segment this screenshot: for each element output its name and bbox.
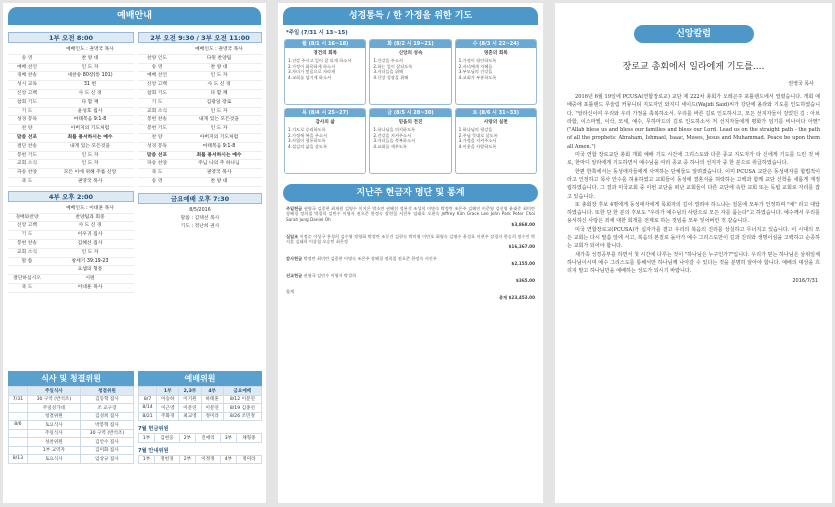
offering-category: 선교헌금 [286, 272, 303, 278]
service1-item-label: 말씀 선포 [16, 134, 38, 140]
worship-committee-table [138, 386, 262, 421]
service4-item-label [8, 205, 46, 213]
offering-category: 감사헌금 [286, 255, 303, 261]
column-paragraph: 미국 연합 장로교단 총회 개회 예배 기도 시간에 그리스도와 다른 종교 지도자가 타 신에게 기도를 드린 것 바로, 한마디 알라에게 기도하면서 예수님을 여러 종교 중 하나의 선지자 중 한 분으로 취급하였습니다. [567, 152, 820, 167]
day-label: 화 [387, 41, 393, 47]
meal-cleaning-row [9, 421, 134, 430]
service1-item-value: 아버지의 기도처럼 [70, 126, 110, 132]
offering-donors: 권영국 김종현 최재원 김영수 이지은 박소연 권혜진 정용석 조성희 이명숙 박정란 조은주 김해진 이준영 김선영 윤태준 최미란 장혜경 정희철 박경희 김민수 이영자 권오준 한정숙 장현철 서진우 임태호 오현숙 Jeffrey Kim Grace Lee John Park Peter Choi Sarah Jung Daniel Oh [286, 206, 535, 222]
service4-row [8, 284, 134, 293]
service2-item-label: 참회 기도 [146, 90, 168, 96]
daily-prayer-grid [284, 39, 537, 174]
offering-committee-cell: 2부 [179, 434, 195, 443]
worship-committee-header-cell: 금요예배 [223, 387, 261, 396]
service1-item-value: 사 도 신 경 [78, 90, 102, 96]
meal-cleaning-row [9, 446, 134, 455]
daily-prayer-box [455, 108, 537, 174]
service4-item-label: 신앙 고백 [16, 223, 38, 229]
service2-item-label [138, 46, 176, 54]
daily-prayer-subtitle: 믿음의 전진 [398, 120, 423, 125]
meal-cleaning-cell: 주일성가대 [27, 404, 80, 413]
worship-committee-cell: 8/14 [139, 404, 157, 413]
faith-column-panel [555, 3, 832, 503]
offering-committee-cell: 진애리 [195, 434, 220, 443]
usher-committee-title: 7월 안내위원 [138, 447, 169, 454]
day-reading-ref: (8/3 시 22~24) [479, 41, 520, 47]
service4-item-value: 예배인도 : 이대훈 목사 [66, 205, 114, 211]
service1-item-value: 죄를 용서하시는 예수 [67, 134, 113, 140]
service1-row [8, 169, 134, 178]
service1-item-value: 윤성호 집사 [77, 108, 103, 114]
service4-item-label [8, 266, 46, 274]
meal-cleaning-cell [9, 438, 28, 447]
day-reading-ref: (8/4 시 25~27) [308, 110, 349, 116]
meal-cleaning-cell: 1부 교역자 [27, 446, 80, 455]
service1-item-label: 성시 교독 [16, 82, 38, 88]
bible-reading-header: 성경통독 / 한 가정을 위한 기도 [283, 7, 538, 25]
day-reading-ref: (8/1 시 16~18) [308, 41, 349, 47]
offering-report-block [278, 206, 543, 228]
meal-cleaning-cell: 토요식사 [27, 455, 80, 464]
service2-item-label: 찬 양 [151, 134, 163, 140]
service2-item-value: 아버지의 기도처럼 [199, 134, 239, 140]
offering-committee-cell: 김현웅 [154, 434, 179, 443]
meal-cleaning-cell: 성찬위원 [27, 438, 80, 447]
worship-committee-cell: 8/26 조민정 [223, 412, 261, 421]
worship-committee-cell: 8/7 [139, 395, 157, 404]
daily-prayer-subtitle: 사랑의 실천 [483, 120, 508, 125]
service1-item-value: 새찬송 80장(통 101) [67, 73, 113, 79]
service2-item-label: 송 영 [151, 178, 163, 184]
service1-item-value: 찬 양 대 [81, 55, 99, 61]
service1-item-label: 경배 찬송 [16, 73, 38, 79]
service2-row [138, 178, 262, 187]
worship-committee-cell: 이근영 [157, 404, 179, 413]
offering-report-header: 지난주 현금자 명단 및 통계 [283, 184, 538, 202]
service4-item-value: 이우귀 집사 [77, 232, 103, 238]
meal-cleaning-row [9, 455, 134, 464]
meal-cleaning-cell: 김동혁 집사 [80, 395, 133, 404]
worship-committee-header: 예배위원 [138, 371, 262, 386]
offering-committee-table [138, 433, 262, 443]
usher-committee-cell: 정미라 [236, 455, 261, 464]
meal-cleaning-row [9, 404, 134, 413]
service1-item-value: 내게 있는 모든것을 [69, 143, 111, 149]
service1-row [8, 160, 134, 169]
offering-report-block [278, 234, 543, 250]
bible-reading-panel [278, 3, 543, 503]
friday-service-line: 말씀 : 김택선 목사 [180, 215, 220, 221]
friday-service-line: 기도 : 정난희 권사 [180, 223, 220, 229]
worship-committee-header-cell: 4부 [201, 387, 223, 396]
worship-committee-section [138, 371, 262, 464]
meal-cleaning-cell: 7/31 [9, 395, 28, 404]
day-reading-ref: (8/5 시 28~30) [393, 110, 434, 116]
service2-item-label: 봉헌 찬송 [146, 117, 168, 123]
service2-row [138, 152, 262, 161]
daily-prayer-body: 1.하나님의 평강을 2.주님 뜻대로 살도록 3.가정을 지켜주소서 4.이웃을 사랑하도록 [458, 127, 498, 149]
service4-row [8, 249, 134, 258]
day-reading-ref: (8/6 시 31~33) [479, 110, 520, 116]
service2-item-value: 다윗 찬양팀 [206, 55, 232, 61]
service1-item-label: 기 도 [21, 108, 33, 114]
offering-report-block [278, 273, 543, 284]
service2-item-value: 죄를 용서하시는 예수 [196, 152, 242, 158]
column-paragraph: 한편 한쪽에서는 동성애자들에게 사역하는 단체들도 알려졌습니다. 이미 PCUSA 교단은 동성애자를 합법적이라고 인정하고 목사 안수를 허용하였고 교회들이 동성애 결혼식을 허락하는 고백과 함께 교단 신학을 새롭게 재정립하였습니다. 그 결과 미국교회 중 이번 교단을 떠난 교회들이 다른 교단에 속한 교회 또는 독립 교회로 자리를 잡고 있습니다. [567, 168, 820, 200]
meal-cleaning-cell: 조 교구장 [80, 404, 133, 413]
service4-row [8, 205, 134, 214]
worship-committee-cell: 이문연 [201, 404, 223, 413]
meal-cleaning-cell: 30 구역 (반석조) [27, 395, 80, 404]
service2-item-label: 축 도 [151, 170, 163, 176]
usher-committee-cell: 정헌경 [154, 455, 179, 464]
meal-cleaning-table [8, 386, 134, 464]
service2-row [138, 64, 262, 73]
service1-row [8, 116, 134, 125]
worship-committee-cell: 8/12 이문연 [223, 395, 261, 404]
column-paragraph: 미국 연합장로교(PCUSA)가 십자가를 곁고 우리의 복음의 진리를 상실하고 무너지고 있습니다. 이 시대의 모든 교회는 다시 말씀 앞에 서고, 복음의 본질로 돌아가 예수 그리스도만이 길과 진리와 생명이심을 고백하고 순종하는 교회가 되어야 합니다. [567, 226, 820, 250]
day-reading-ref: (8/2 시 19~21) [393, 41, 434, 47]
usher-committee-row [139, 455, 262, 464]
service2-row [138, 134, 262, 143]
service2-row [138, 90, 262, 99]
sunday-ref: (7/31 시 13~15) [301, 30, 348, 36]
service1-row [8, 108, 134, 117]
worship-committee-row [139, 404, 262, 413]
service1-item-label: 축 도 [21, 178, 33, 184]
service1-item-value: 인 도 자 [81, 161, 99, 167]
friday-service-line: 8/5/2016 [189, 207, 211, 213]
service2-item-value: 김광일 장로 [206, 99, 232, 105]
service2-row [138, 108, 262, 117]
worship-guide-header: 예배안내 [8, 7, 261, 25]
meal-cleaning-cell: 박봉혁 집사 [80, 421, 133, 430]
meal-cleaning-cell: 토요식사 [27, 421, 80, 430]
daily-prayer-subtitle: 감사의 삶 [315, 120, 335, 125]
worship-committee-cell: 8/19 김종선 [223, 404, 261, 413]
column-paragraph: 또 총회장 후보 4명에게 동성애자에게 목회자의 길이 열려야 하느냐는 질문에 모두가 인정하며 "예" 라고 대답하였습니다. 또한 단 한 분의 후보도 "우리가 예수님의 사랑으로 모든 자를 품는다"고 하였습니다. 예수께서 우리를 용서하신 사랑은 죄에 대한 회개를 전제로 하는 것임을 모두 잊어버린 것 같습니다. [567, 201, 820, 225]
offering-amount: 총계 $23,453.00 [498, 294, 535, 300]
service1-row [8, 90, 134, 99]
meal-cleaning-cell: 김미화 집사 [80, 446, 133, 455]
service2-row [138, 99, 262, 108]
service4-item-label: 기 도 [21, 232, 33, 238]
service4-row [8, 258, 134, 267]
service1-item-label: 송 영 [21, 55, 33, 61]
daily-prayer-body: 1.기도로 승리하도록 2.가정에 복을 주소서 3.사업이 형통하도록 4.섬김의 삶을 살도록 [288, 127, 328, 149]
daily-prayer-body: 1.하나님을 의지하도록 2.건강을 지켜주소서 3.자녀들을 축복하소서 4.교회를 세우도록 [373, 127, 416, 149]
service4-item-value: 인 도 자 [81, 249, 99, 255]
service2-item-label: 찬양 인도 [146, 55, 168, 61]
service2-row [138, 143, 262, 152]
worship-committee-cell: 이승하 [157, 395, 179, 404]
service1-item-label: 예배 선언 [16, 64, 38, 70]
service1-item-value: 예배인도 : 권영국 목사 [66, 47, 114, 52]
service4-item-label: 말 씀 [21, 258, 33, 264]
column-author: 권영국 목사 [788, 81, 814, 87]
offering-amount: $3,868.00 [511, 222, 535, 228]
service1-item-label: 성경 봉독 [16, 117, 38, 123]
offering-amount: $16,367.00 [508, 244, 535, 250]
service1-title: 1부 오전 8:00 [8, 32, 134, 43]
worship-guide-panel [3, 3, 266, 503]
daily-prayer-subtitle: 신앙의 성숙 [398, 51, 423, 56]
worship-committee-row [139, 395, 262, 404]
usher-committee-cell: 2부 [179, 455, 195, 464]
day-label: 수 [472, 41, 478, 47]
service1-item-label: 교회 소식 [16, 161, 38, 167]
service1-row [8, 134, 134, 143]
service2-item-label: 봉헌 기도 [146, 126, 168, 132]
column-paragraph: 새가족 성경공부를 하면서 첫 시간에 다루는 것이 "하나님은 누구인가?"입니다. 우리가 믿는 하나님은 삼위일체 하나님이시며 예수 그리스도를 통해서만 하나님께 나아갈 수 있다는 것을 분명히 알아야 합니다. 예배의 대상을 흐리지 말고 하나님만을 예배하는 성도가 되시기 바랍니다. [567, 251, 820, 275]
offering-committee-title: 7월 헌금위원 [138, 426, 169, 432]
offering-donors: 박정란 최미란 김종현 이명숙 조은주 장혜경 정희철 권오준 한정숙 서진우 [303, 255, 437, 261]
service2-item-label: 성경 봉독 [146, 143, 168, 149]
meal-cleaning-cell [9, 404, 28, 413]
service4-row [8, 240, 134, 249]
service1-item-label: 찬 양 [21, 126, 33, 132]
meal-cleaning-row [9, 412, 134, 421]
offering-donors: 이정순 이성구 홍경희 김수영 정영화 박정란 조동건 김현숙 박미영 이민호 최영숙 김명수 윤성호 이현주 장경자 한승희 정수진 박지훈 김태희 이상철 오승민 최은정 [286, 233, 535, 245]
service1-row [8, 152, 134, 161]
column-paragraph: 2016년 6월 19일에 PCUSA(연합장로교) 교단 제 222차 총회가 오레곤주 포틀랜드에서 열렸습니다. 개회 예배중에 포틀랜드 무슬림 커뮤니티 지도자인 와지디 세이드(Wajidi Said)씨가 강단에 올라와 기도를 인도하였습니다. "알라신이여 우리와 우리 가정을 축복하소서. 우리를 바른 길로 인도하시고, 모든 선지자들이 걸었던 길 : 아브라함, 이스마엘, 이삭, 모세, 예수, 무하마드의 길로 인도하소서 저 선지자들에게 평화가 임기를 비나이다 아멘" ("Allah bless us and bless our families and bless our Lord. Lead us on the straight path - the path of all the prophets: Abraham, Ishmael, Isaac, Moses, Jesus and Muhammad. Peace be upon them all Amen.") [567, 94, 820, 150]
service4-row [8, 231, 134, 240]
service4-item-value: 요셉의 형통 [77, 267, 103, 273]
service2-item-value: 마태복음 9:1-8 [202, 143, 236, 149]
service2-item-label: 송 영 [151, 64, 163, 70]
service2-item-value: 예배인도 : 권영국 목사 [195, 47, 243, 52]
column-date: 2016/7/31 [792, 277, 818, 284]
service2-row [138, 55, 262, 64]
meal-cleaning-cell [9, 429, 28, 438]
meal-cleaning-cell: 30 구역 (반석조) [80, 429, 133, 438]
service1-item-value: 마태복음 9:1-8 [73, 117, 107, 123]
meal-cleaning-cell: 임상규 집사 [80, 455, 133, 464]
sunday-label: *주일 [286, 30, 300, 36]
service2-item-value: 인 도 자 [210, 73, 228, 79]
service2-item-value: 다 함 께 [210, 90, 228, 96]
service4-title: 4부 오후 2:00 [8, 191, 134, 202]
worship-committee-cell: 이문연 [179, 404, 201, 413]
service2-item-label: 신앙 고백 [146, 82, 168, 88]
friday-service-title: 금요예배 오후 7:30 [138, 193, 262, 204]
service2-row [138, 116, 262, 125]
usher-committee-cell: 이정정 [195, 455, 220, 464]
offering-amount: $365.00 [515, 278, 535, 284]
service1-row [8, 125, 134, 134]
meal-cleaning-cell: 8/6 [9, 421, 28, 430]
offering-category: 십일조 [286, 233, 299, 239]
service1-item-value: 인 도 자 [81, 152, 99, 158]
service1-row [8, 143, 134, 152]
daily-prayer-day [370, 109, 450, 117]
service1-row [8, 46, 134, 55]
service1-item-label: 봉헌 기도 [16, 152, 38, 158]
service2-item-label: 말씀 선포 [146, 152, 168, 158]
usher-committee-table [138, 455, 262, 465]
service4-row [8, 275, 134, 284]
service2-item-value: 권영국 목사 [206, 170, 232, 176]
service2-title: 2부 오전 9:30 / 3부 오전 11:00 [138, 32, 262, 43]
service2-column [138, 29, 262, 231]
worship-committee-header-cell: 2,3부 [179, 387, 201, 396]
column-title: 장로교 총회에서 일라에게 기도를.... [622, 62, 765, 72]
daily-prayer-subtitle: 영혼의 회복 [483, 51, 508, 56]
service1-row [8, 81, 134, 90]
daily-prayer-subtitle: 경건의 회복 [313, 51, 338, 56]
service2-item-label: 파송 찬양 [146, 161, 168, 167]
service1-row [8, 178, 134, 187]
day-label: 목 [301, 110, 307, 116]
meal-cleaning-cell: 청결위원 [27, 412, 80, 421]
meal-cleaning-cell [9, 412, 28, 421]
service2-item-label: 기 도 [151, 99, 163, 105]
service2-item-value: 주님 나의 주 하나님 [198, 161, 240, 167]
service1-item-value: 다 함 께 [81, 99, 99, 105]
service1-item-label: 신앙 고백 [16, 90, 38, 96]
daily-prayer-box [455, 39, 537, 105]
meal-cleaning-section [8, 371, 134, 464]
worship-committee-cell: 최교영 [179, 412, 201, 421]
service1-item-value: 31 번 [83, 82, 97, 88]
usher-committee-cell: 1부 [139, 455, 155, 464]
service1-item-value: 권영국 목사 [77, 178, 103, 184]
day-label: 금 [387, 110, 393, 116]
offering-report-block [278, 289, 543, 300]
service2-row [138, 125, 262, 134]
daily-prayer-day [456, 40, 536, 48]
daily-prayer-body: 1.건강 주시고 일이 잘 되게 하소서 2.가정이 화목하게 하소서 3.자녀가 믿음으로 자라게 4.교회를 섬기게 하소서 [288, 58, 352, 80]
service1-item-value: 인 도 자 [81, 64, 99, 70]
service1-column [8, 29, 134, 293]
service4-item-value: 김혜선 집사 [77, 240, 103, 246]
column-body [555, 93, 832, 276]
usher-committee-cell: 4부 [220, 455, 236, 464]
service2-item-value: 내게 있는 모든것을 [198, 117, 240, 123]
service2-item-value: 인 도 자 [210, 108, 228, 114]
meal-cleaning-row [9, 395, 134, 404]
meal-cleaning-header-cell [9, 387, 28, 396]
service1-row [8, 55, 134, 64]
service4-row [8, 222, 134, 231]
day-label: 월 [301, 41, 307, 47]
service4-row [8, 214, 134, 223]
service1-item-label: 파송 찬양 [16, 170, 38, 176]
service4-item-value: 사 도 신 경 [78, 223, 102, 229]
service1-row [8, 64, 134, 73]
daily-prayer-box [284, 39, 366, 105]
service4-item-label: 봉헌 찬송 [16, 240, 38, 246]
faith-column-header: 신앙칼럼 [634, 25, 754, 43]
daily-prayer-day [370, 40, 450, 48]
service2-item-label: 교회 소식 [146, 108, 168, 114]
meal-cleaning-header-cell: 주일식사 [27, 387, 80, 396]
day-label: 토 [472, 110, 478, 116]
daily-prayer-box [284, 108, 366, 174]
service2-row [138, 169, 262, 178]
service1-row [8, 99, 134, 108]
meal-cleaning-cell [9, 446, 28, 455]
meal-cleaning-header-cell: 청결위원 [80, 387, 133, 396]
service2-row [138, 46, 262, 55]
service4-item-label: 경배와찬양 [15, 214, 39, 220]
offering-report [278, 206, 543, 300]
offering-committee-cell: 3부 [220, 434, 236, 443]
offering-donors: 권영국 김민수 이영자 박경희 [303, 272, 357, 278]
service4-item-label: 결단하십시오 [13, 276, 41, 282]
offering-amount: $2,155.00 [511, 261, 535, 267]
service1-row [8, 72, 134, 81]
worship-committee-cell: 하태훈 [201, 395, 223, 404]
meal-cleaning-row [9, 438, 134, 447]
offering-report-block [278, 256, 543, 267]
service2-row [138, 81, 262, 90]
offering-committee-cell: 1부 [139, 434, 155, 443]
worship-committee-header-cell [139, 387, 157, 396]
service4-item-value: 이대훈 목사 [77, 284, 103, 290]
service2-item-value: 찬 양 대 [210, 64, 228, 70]
service2-item-label: 예배 선언 [146, 73, 168, 79]
service1-item-value: 모든 이에 위해 주를 신앙 [63, 170, 117, 176]
daily-prayer-day [456, 109, 536, 117]
worship-committee-cell: 이기원 [179, 395, 201, 404]
service4-item-value: 창세기 39:19-23 [71, 258, 109, 264]
daily-prayer-box [369, 108, 451, 174]
offering-committee-cell: 채형종 [236, 434, 261, 443]
offering-committee-row [139, 434, 262, 443]
meal-cleaning-header: 식사 및 청결위원 [8, 371, 134, 386]
worship-committee-cell: 8/21 [139, 412, 157, 421]
service4-item-label: 축 도 [21, 284, 33, 290]
service1-item-label [8, 46, 46, 54]
meal-cleaning-cell: 김성희 집사 [80, 412, 133, 421]
service1-item-label: 결단 찬송 [16, 143, 38, 149]
sunday-reading [286, 28, 535, 36]
service2-item-value: 인 도 자 [210, 126, 228, 132]
service4-item-label: 교회 소식 [16, 249, 38, 255]
daily-prayer-day [285, 40, 365, 48]
meal-cleaning-cell: 주일식사 [27, 429, 80, 438]
service4-row [8, 266, 134, 275]
service2-row [138, 72, 262, 81]
meal-cleaning-row [9, 429, 134, 438]
service1-item-label: 참회 기도 [16, 99, 38, 105]
offering-category: 주일헌금 [286, 206, 303, 211]
daily-prayer-box [369, 39, 451, 105]
daily-prayer-body: 1.건강을 주소서 2.하는 일이 잘되도록 3.자녀들을 위해 4.신앙 성장을 위해 [373, 58, 413, 80]
daily-prayer-body: 1.가정이 평안하도록 2.자녀에게 지혜를 3.부모님의 건강을 4.교회가 부흥하도록 [458, 58, 497, 80]
worship-committee-cell: 주화경 [157, 412, 179, 421]
service2-item-value: 찬 양 대 [210, 178, 228, 184]
worship-committee-header-cell: 1부 [157, 387, 179, 396]
meal-cleaning-cell: 8/13 [9, 455, 28, 464]
offering-donors: 합계 [286, 289, 295, 295]
service4-item-value: 시편 [85, 276, 95, 282]
service2-item-value: 사 도 신 경 [207, 82, 231, 88]
meal-cleaning-cell: 김안수 집사 [80, 438, 133, 447]
service4-item-value: 찬양팀과 회중 [75, 214, 105, 220]
service2-row [138, 160, 262, 169]
daily-prayer-day [285, 109, 365, 117]
worship-committee-row [139, 412, 262, 421]
worship-committee-cell: 정미라 [201, 412, 223, 421]
